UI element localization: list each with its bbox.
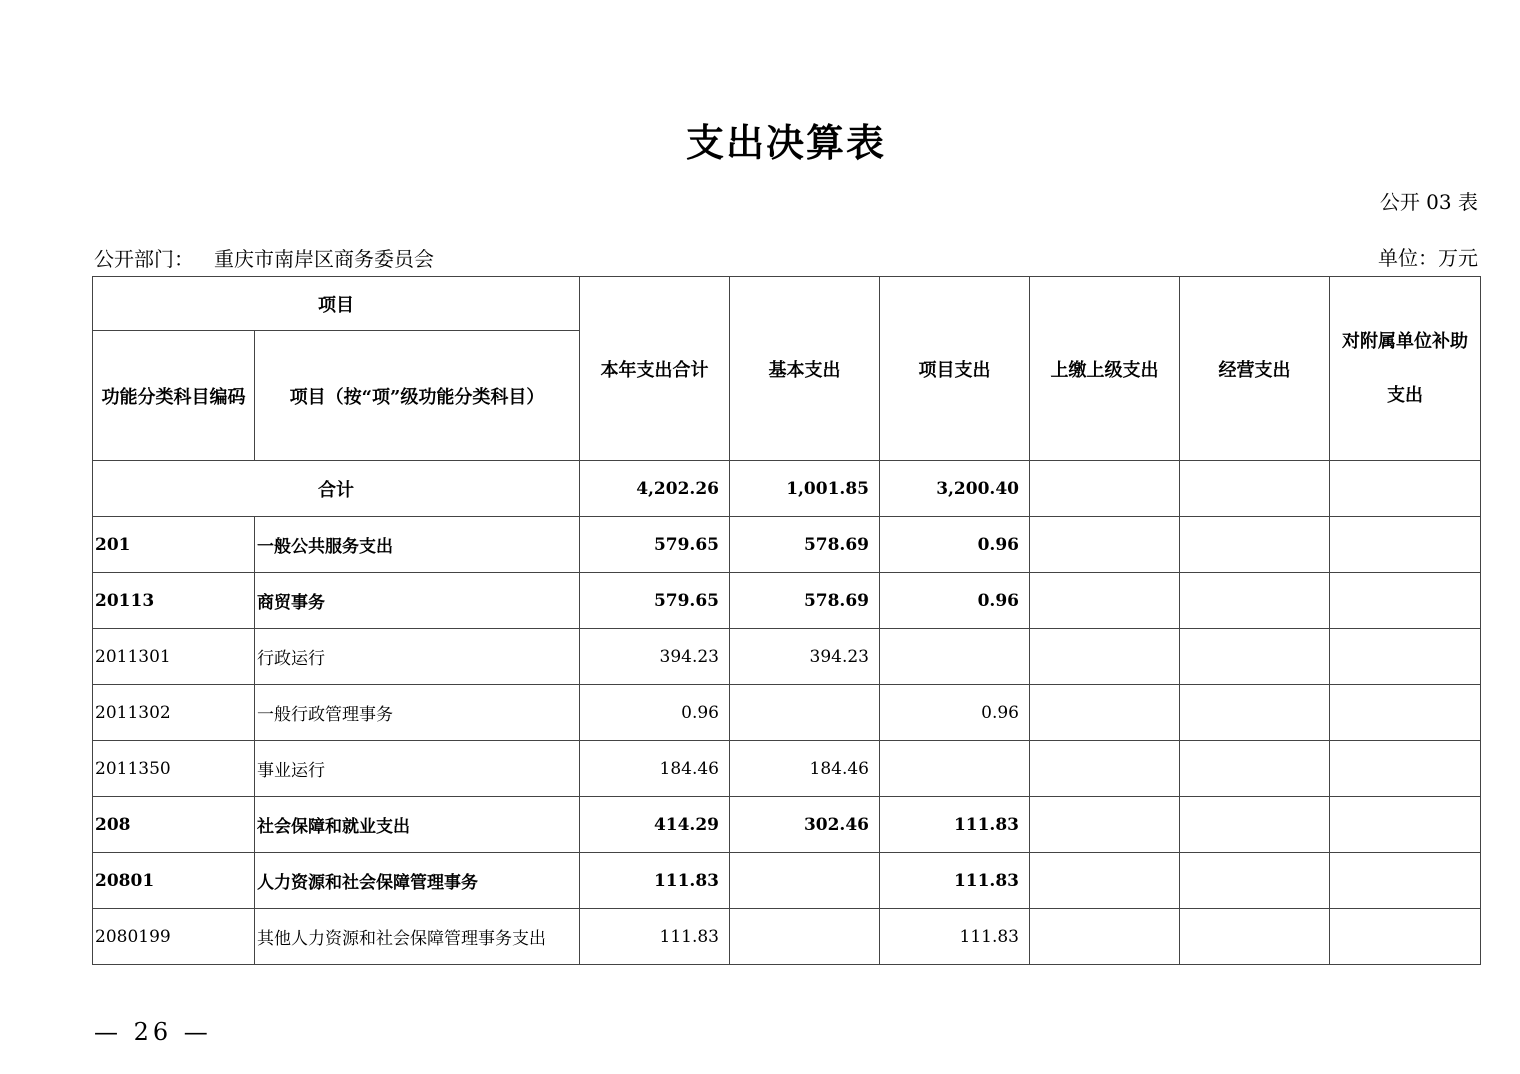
- cell-operating: [1180, 741, 1330, 797]
- cell-code: 201: [93, 517, 255, 573]
- total-cell-total: 4,202.26: [580, 461, 730, 517]
- cell-name: 一般行政管理事务: [255, 685, 580, 741]
- header-total: 本年支出合计: [580, 277, 730, 461]
- cell-code: 20113: [93, 573, 255, 629]
- cell-basic: 302.46: [730, 797, 880, 853]
- cell-total: 394.23: [580, 629, 730, 685]
- table-row: [93, 797, 1481, 853]
- cell-project: 0.96: [880, 685, 1030, 741]
- cell-operating: [1180, 517, 1330, 573]
- cell-total: 579.65: [580, 517, 730, 573]
- cell-total: 111.83: [580, 853, 730, 909]
- cell-operating: [1180, 853, 1330, 909]
- cell-subsidy: [1330, 629, 1481, 685]
- cell-code: 2011302: [93, 685, 255, 741]
- total-cell-operating: [1180, 461, 1330, 517]
- cell-name: 一般公共服务支出: [255, 517, 580, 573]
- cell-name: 事业运行: [255, 741, 580, 797]
- cell-upper: [1030, 629, 1180, 685]
- cell-code: 2080199: [93, 909, 255, 965]
- cell-project: 0.96: [880, 517, 1030, 573]
- total-cell-basic: 1,001.85: [730, 461, 880, 517]
- cell-name: 人力资源和社会保障管理事务: [255, 853, 580, 909]
- header-name: 项目（按“项”级功能分类科目）: [255, 331, 580, 461]
- header-project-expenditure: 项目支出: [880, 277, 1030, 461]
- cell-project: 111.83: [880, 909, 1030, 965]
- expenditure-table: [92, 276, 1481, 965]
- cell-project: 111.83: [880, 797, 1030, 853]
- cell-name: 行政运行: [255, 629, 580, 685]
- table-row: [93, 685, 1481, 741]
- table-row: [93, 909, 1481, 965]
- cell-basic: 578.69: [730, 517, 880, 573]
- cell-name: 社会保障和就业支出: [255, 797, 580, 853]
- header-upper-level: 上缴上级支出: [1030, 277, 1180, 461]
- cell-operating: [1180, 685, 1330, 741]
- total-row: [93, 461, 1481, 517]
- cell-name: 其他人力资源和社会保障管理事务支出: [255, 909, 580, 965]
- cell-name: 商贸事务: [255, 573, 580, 629]
- header-subsidy-line1: 对附属单位补助: [1342, 330, 1468, 352]
- cell-basic: [730, 853, 880, 909]
- table-row: [93, 741, 1481, 797]
- cell-total: 111.83: [580, 909, 730, 965]
- cell-upper: [1030, 741, 1180, 797]
- cell-total: 184.46: [580, 741, 730, 797]
- total-cell-project: 3,200.40: [880, 461, 1030, 517]
- total-cell-upper: [1030, 461, 1180, 517]
- table-row: [93, 517, 1481, 573]
- cell-subsidy: [1330, 685, 1481, 741]
- cell-project: [880, 741, 1030, 797]
- cell-subsidy: [1330, 741, 1481, 797]
- cell-project: 111.83: [880, 853, 1030, 909]
- cell-subsidy: [1330, 909, 1481, 965]
- cell-subsidy: [1330, 517, 1481, 573]
- department-line: [94, 243, 434, 272]
- table-row: [93, 629, 1481, 685]
- cell-subsidy: [1330, 853, 1481, 909]
- cell-operating: [1180, 797, 1330, 853]
- cell-subsidy: [1330, 797, 1481, 853]
- cell-total: 579.65: [580, 573, 730, 629]
- form-number: 公开 03 表: [1379, 190, 1478, 214]
- cell-operating: [1180, 909, 1330, 965]
- cell-basic: 394.23: [730, 629, 880, 685]
- table-row: [93, 573, 1481, 629]
- cell-project: 0.96: [880, 573, 1030, 629]
- department-label: 公开部门：: [94, 247, 194, 271]
- cell-upper: [1030, 685, 1180, 741]
- page-number: — 26 —: [94, 1018, 212, 1046]
- header-code: 功能分类科目编码: [93, 331, 255, 461]
- cell-subsidy: [1330, 573, 1481, 629]
- unit-label: 单位：万元: [1378, 246, 1478, 270]
- cell-basic: [730, 909, 880, 965]
- cell-total: 0.96: [580, 685, 730, 741]
- cell-basic: 578.69: [730, 573, 880, 629]
- cell-upper: [1030, 517, 1180, 573]
- total-label: 合计: [93, 461, 580, 517]
- cell-code: 208: [93, 797, 255, 853]
- table-row: [93, 853, 1481, 909]
- cell-upper: [1030, 573, 1180, 629]
- header-subsidy-line2: 支出: [1387, 384, 1423, 406]
- header-subsidy: [1330, 277, 1481, 461]
- total-cell-subsidy: [1330, 461, 1481, 517]
- cell-operating: [1180, 573, 1330, 629]
- header-project: 项目: [93, 277, 580, 331]
- cell-code: 20801: [93, 853, 255, 909]
- header-basic: 基本支出: [730, 277, 880, 461]
- department-value: 重庆市南岸区商务委员会: [214, 247, 434, 271]
- cell-project: [880, 629, 1030, 685]
- cell-basic: [730, 685, 880, 741]
- cell-upper: [1030, 909, 1180, 965]
- page-title: 支出决算表: [685, 120, 886, 165]
- header-operating: 经营支出: [1180, 277, 1330, 461]
- cell-operating: [1180, 629, 1330, 685]
- cell-upper: [1030, 853, 1180, 909]
- cell-basic: 184.46: [730, 741, 880, 797]
- cell-code: 2011350: [93, 741, 255, 797]
- cell-upper: [1030, 797, 1180, 853]
- cell-code: 2011301: [93, 629, 255, 685]
- cell-total: 414.29: [580, 797, 730, 853]
